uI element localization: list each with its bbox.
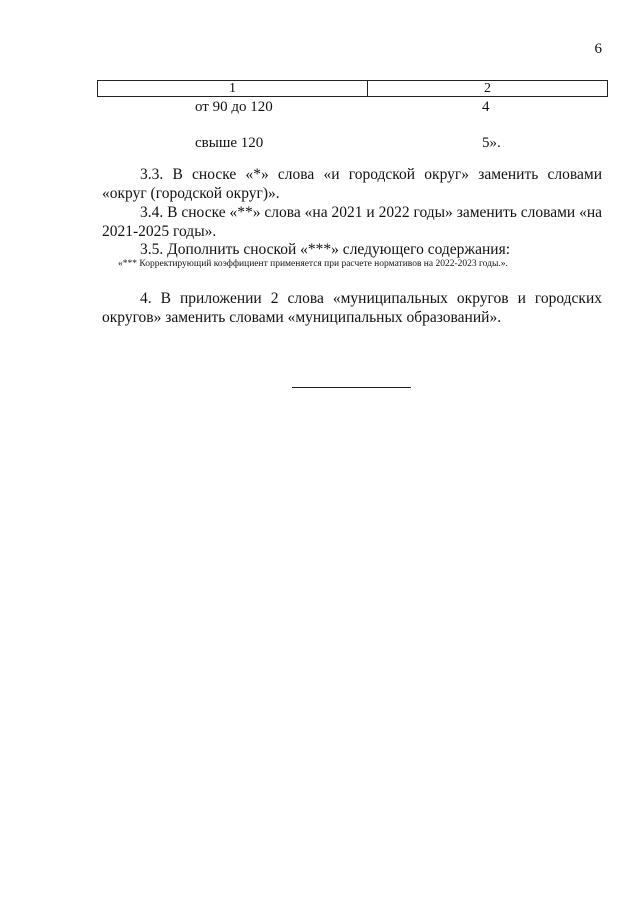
table-header-row (97, 80, 608, 97)
table-header-col-2: 2 (484, 81, 491, 96)
paragraph-4 (102, 289, 602, 327)
paragraph-3-5 (102, 240, 572, 259)
end-divider (292, 387, 411, 388)
page-number: 6 (594, 41, 602, 57)
paragraph-3-4 (102, 203, 602, 241)
paragraph-3-5-text: 3.5. Дополнить сноской «***» следующего содержания: (140, 241, 511, 258)
table-cell-range: от 90 до 120 (195, 99, 273, 115)
paragraph-3-3 (102, 165, 602, 203)
table-cell-value: 5». (482, 135, 501, 151)
table-cell-value: 4 (482, 99, 490, 115)
paragraph-4-text: 4. В приложении 2 слова «муниципальных округов и городских округов» заменить словами «муниципальных образований». (102, 290, 602, 326)
table-cell-range: свыше 120 (195, 135, 264, 151)
table-header-col-1: 1 (98, 81, 368, 96)
paragraph-3-4-text: 3.4. В сноске «**» слова «на 2021 и 2022 годы» заменить словами «на 2021-2025 годы». (102, 204, 602, 240)
footnote-text: «*** Корректирующий коэффициент применяется при расчете нормативов на 2022-2023 годы.». (118, 259, 508, 269)
paragraph-3-3-text: 3.3. В сноске «*» слова «и городской округ» заменить словами «округ (городской округ)». (102, 166, 602, 202)
